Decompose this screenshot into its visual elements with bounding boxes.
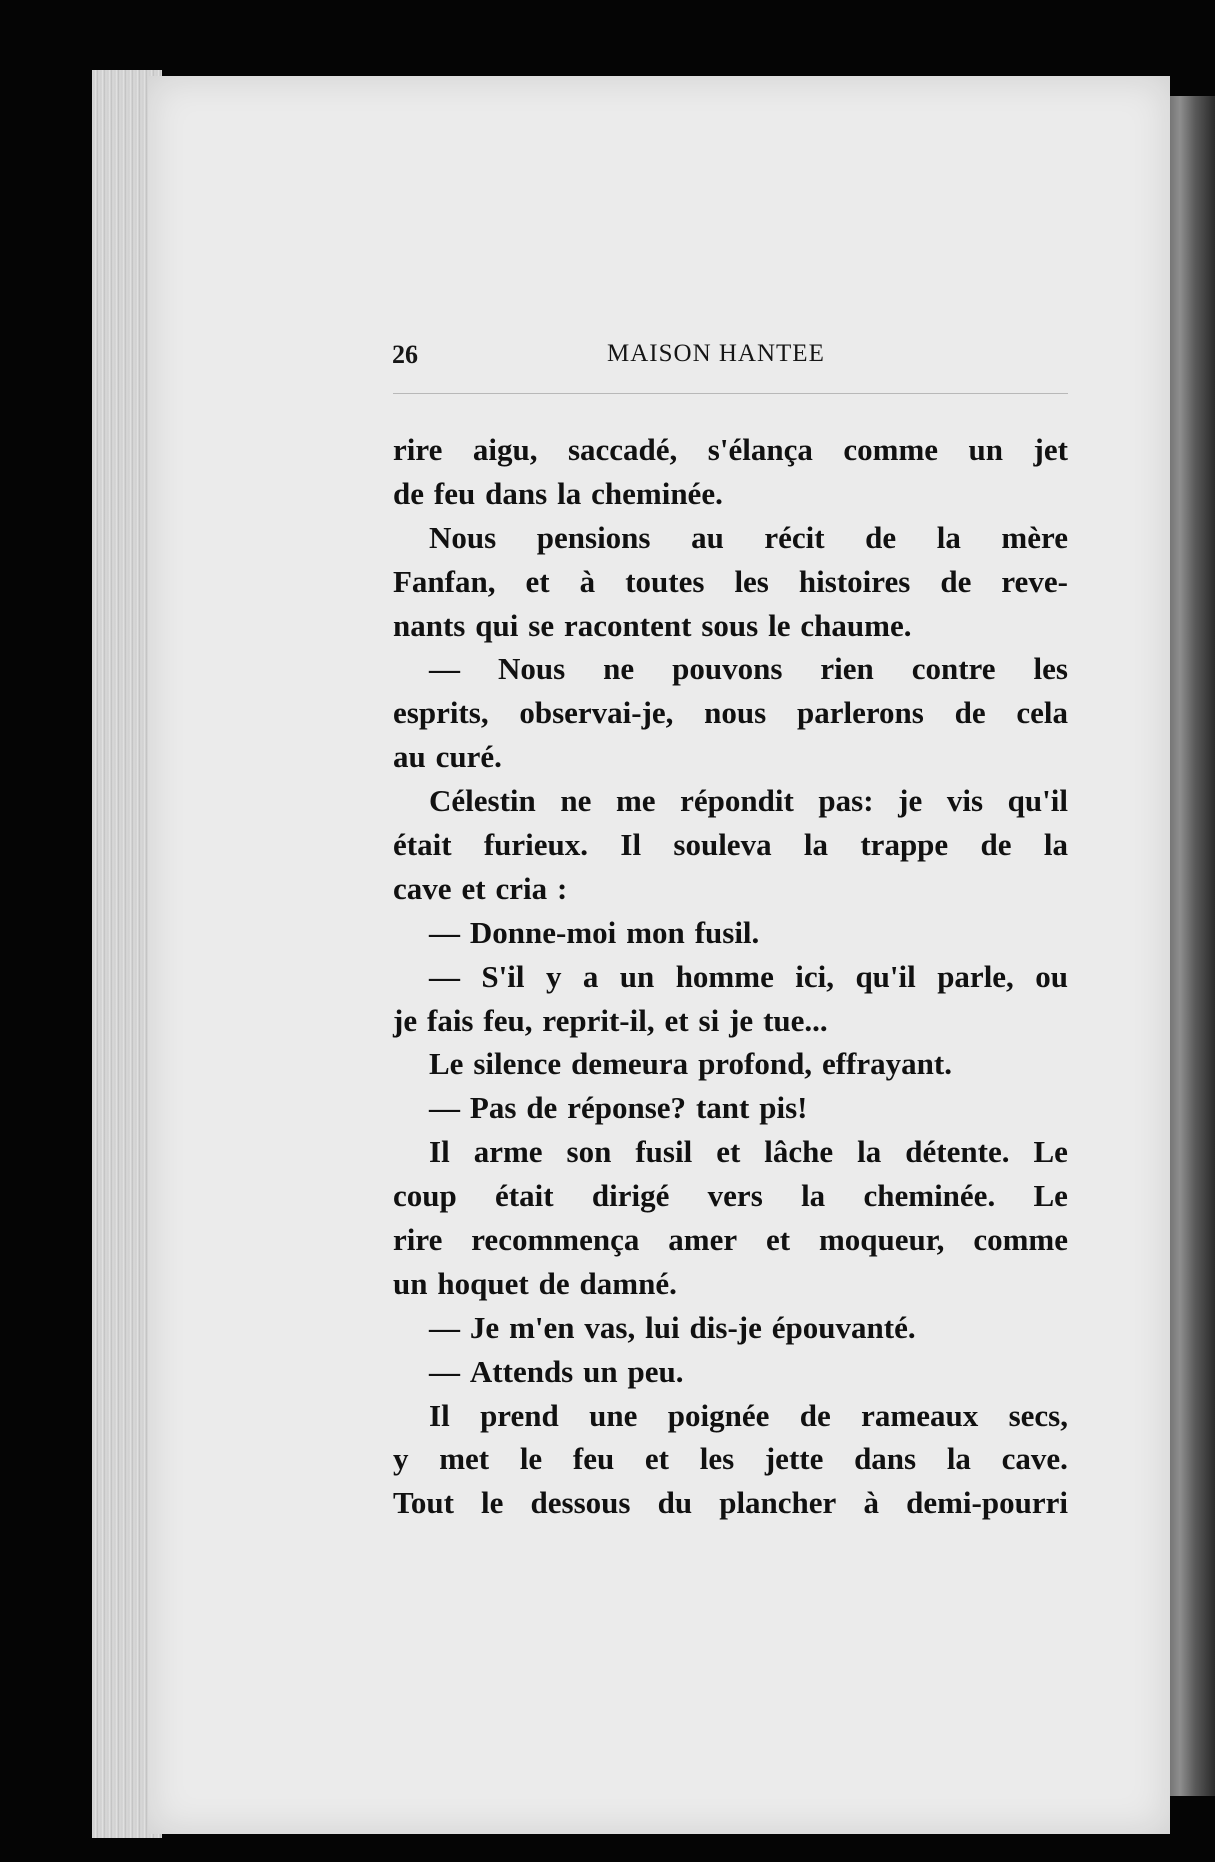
- text-line: un hoquet de damné.: [393, 1265, 677, 1301]
- text-line: Il prend une poignée de rameaux secs,: [429, 1397, 1068, 1433]
- text-line: — Pas de réponse? tant pis!: [429, 1090, 808, 1126]
- page-header: [392, 340, 1072, 380]
- text-line: — Attends un peu.: [429, 1353, 684, 1389]
- text-line: au curé.: [393, 739, 502, 775]
- text-line: coup était dirigé vers la cheminée. Le: [393, 1178, 1068, 1214]
- text-line: nants qui se racontent sous le chaume.: [393, 607, 912, 643]
- text-line: — S'il y a un homme ici, qu'il parle, ou: [429, 958, 1068, 994]
- text-line: cave et cria :: [393, 870, 568, 906]
- text-line: — Je m'en vas, lui dis-je épouvanté.: [429, 1309, 916, 1345]
- book-right-edge: [1165, 96, 1215, 1796]
- body-text: [393, 428, 1068, 1525]
- text-line: y met le feu et les jette dans la cave.: [393, 1441, 1068, 1477]
- text-line: je fais feu, reprit-il, et si je tue...: [393, 1002, 828, 1038]
- text-line: Nous pensions au récit de la mère: [429, 519, 1068, 555]
- text-line: — Nous ne pouvons rien contre les: [429, 651, 1068, 687]
- text-line: Fanfan, et à toutes les histoires de reve-: [393, 563, 1068, 599]
- text-line: rire aigu, saccadé, s'élança comme un jet: [393, 432, 1068, 467]
- text-line: Tout le dessous du plancher à demi-pourri: [393, 1485, 1068, 1521]
- text-line: rire recommença amer et moqueur, comme: [393, 1222, 1068, 1258]
- running-title: MAISON HANTEE: [607, 340, 825, 367]
- text-line: esprits, observai-je, nous parlerons de cela: [393, 695, 1068, 731]
- text-line: Célestin ne me répondit pas: je vis qu'il: [429, 783, 1068, 819]
- text-line: de feu dans la cheminée.: [393, 475, 723, 511]
- text-line: Le silence demeura profond, effrayant.: [429, 1046, 952, 1082]
- text-line: était furieux. Il souleva la trappe de la: [393, 827, 1068, 863]
- text-line: Il arme son fusil et lâche la détente. Le: [429, 1134, 1068, 1170]
- text-line: — Donne-moi mon fusil.: [429, 914, 760, 950]
- header-rule: [393, 393, 1068, 394]
- page-number: 26: [392, 340, 418, 369]
